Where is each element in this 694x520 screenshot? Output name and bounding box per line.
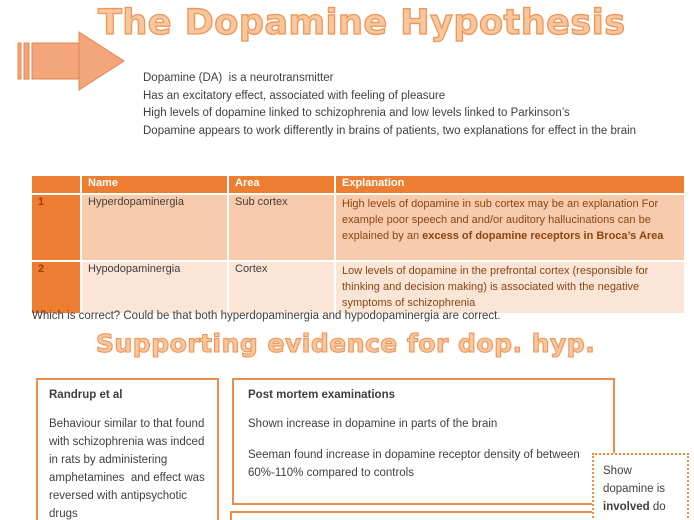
randrup-heading: Randrup et al [49,389,123,401]
intro-line: Dopamine (DA) is a neurotransmitter [143,72,334,84]
row-explanation [336,262,684,313]
dopamine-table [30,174,686,315]
header-name: Name [82,176,227,193]
table-row [32,195,684,260]
randrup-evidence-box [36,378,219,520]
postmortem-line1: Shown increase in dopamine in parts of the brain [248,418,498,430]
cutoff-evidence-box [230,511,617,520]
header-explanation: Explanation [336,176,684,193]
explanation-bold-text: excess of dopamine receptors in Broca’s Area [422,230,664,242]
row-name: Hyperdopaminergia [82,195,227,260]
explanation-text: Low levels of dopamine in the prefrontal cortex (responsible for thinking and decision making) is associated with the negative symptoms of schizophrenia [342,265,649,309]
table-row [32,262,684,313]
note-text: Show dopamine is involved do [603,465,666,513]
table-header-row [32,176,684,193]
row-explanation [336,195,684,260]
intro-line: Dopamine appears to work differently in brains of patients, two explanations for effect in the brain [143,124,637,137]
postmortem-line2: Seeman found increase in dopamine receptor density of between 60%-110% compared to controls [248,449,583,479]
explanation-text: High levels of dopamine in sub cortex may be an explanation For example poor speech and and/or auditory hallucinations can be explained by an [342,198,659,242]
randrup-body: Behaviour similar to that found with schizophrenia was indced in rats by administering amphetamines and effect was reversed with antipsychotic drugs [49,418,208,520]
which-is-correct-note: Which is correct? Could be that both hyperdopaminergia and hypodopaminergia are correct. [32,310,501,322]
section-subtitle: Supporting evidence for dop. hyp. [96,329,596,358]
row-number: 1 [32,195,80,260]
header-num [32,176,80,193]
intro-line: Has an excitatory effect, associated with feeling of pleasure [143,89,446,102]
postmortem-evidence-box [232,378,615,505]
dopamine-involved-note-box [592,453,689,520]
intro-line: High levels of dopamine linked to schizophrenia and low levels linked to Parkinson’s [143,107,570,119]
row-area: Cortex [229,262,334,313]
row-name: Hypodopaminergia [82,262,227,313]
page-title: The Dopamine Hypothesis [98,3,626,43]
row-area: Sub cortex [229,195,334,260]
intro-text [143,70,694,140]
row-number: 2 [32,262,80,313]
header-area: Area [229,176,334,193]
postmortem-heading: Post mortem examinations [248,389,395,401]
